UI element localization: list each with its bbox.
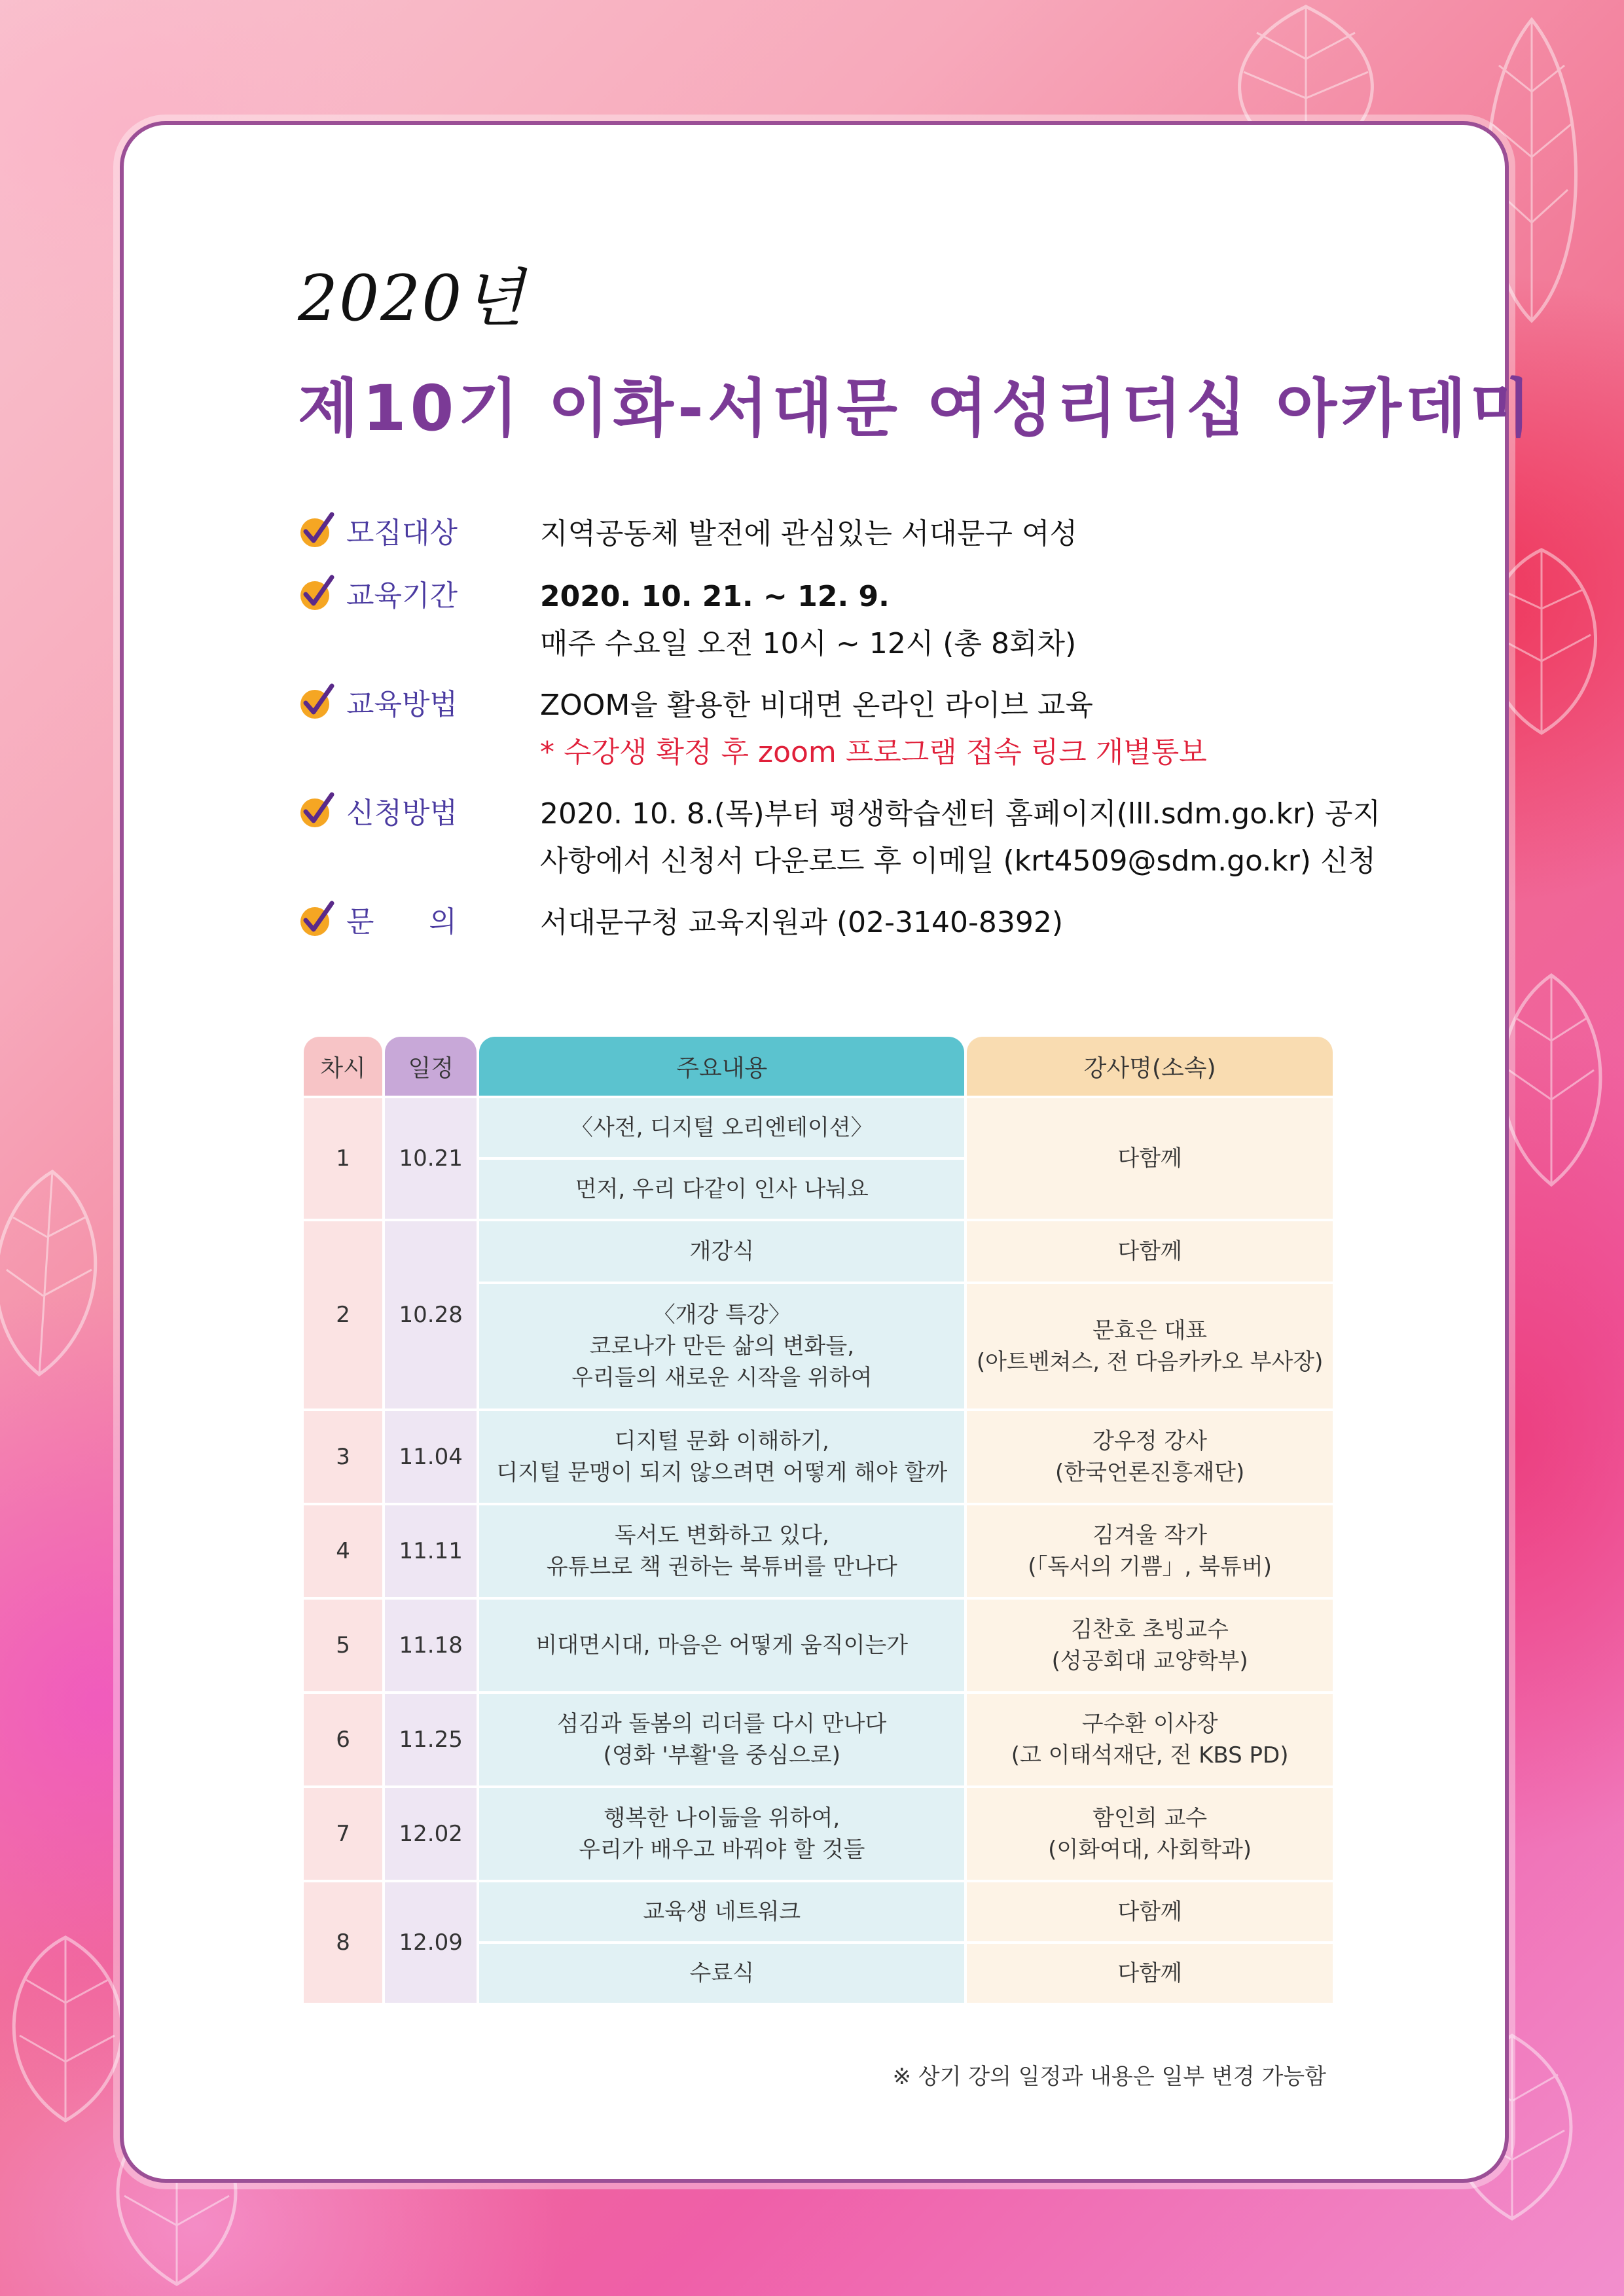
header-lecturer: 강사명(소속) xyxy=(967,1037,1333,1096)
info-value: 매주 수요일 오전 10시 ~ 12시 (총 8회차) xyxy=(540,627,1077,660)
schedule-table xyxy=(301,1034,1335,2005)
cell-content: 독서도 변화하고 있다, 유튜브로 책 권하는 북튜버를 만나다 xyxy=(479,1505,964,1597)
cell-session: 7 xyxy=(304,1788,382,1880)
cell-date: 11.25 xyxy=(385,1694,477,1785)
cell-lecturer: 다함께 xyxy=(967,1098,1333,1219)
info-value: 서대문구청 교육지원과 (02-3140-8392) xyxy=(540,906,1064,939)
checkmark-icon xyxy=(298,511,337,550)
cell-date: 10.28 xyxy=(385,1221,477,1408)
table-row xyxy=(304,1788,1333,1880)
table-row xyxy=(304,1882,1333,1941)
header-date: 일정 xyxy=(385,1037,477,1096)
cell-date: 12.02 xyxy=(385,1788,477,1880)
header-content: 주요내용 xyxy=(479,1037,964,1096)
info-label-text: 모집대상 xyxy=(346,516,458,550)
leaf-decoration-icon xyxy=(0,1165,131,1381)
cell-date: 12.09 xyxy=(385,1882,477,2003)
cell-content: 먼저, 우리 다같이 인사 나눠요 xyxy=(479,1160,964,1219)
info-row-apply xyxy=(298,791,1380,885)
info-row-period xyxy=(298,573,1076,668)
cell-date: 11.11 xyxy=(385,1505,477,1597)
cell-lecturer: 강우정 강사 (한국언론진흥재단) xyxy=(967,1411,1333,1503)
cell-session: 5 xyxy=(304,1600,382,1691)
cell-lecturer: 구수환 이사장 (고 이태석재단, 전 KBS PD) xyxy=(967,1694,1333,1785)
poster-year: 2020년 xyxy=(298,262,526,335)
info-row-contact xyxy=(298,899,1063,946)
info-row-target xyxy=(298,511,1077,558)
cell-lecturer: 다함께 xyxy=(967,1944,1333,2003)
cell-session: 8 xyxy=(304,1882,382,2003)
table-row xyxy=(304,1600,1333,1691)
cell-lecturer: 김찬호 초빙교수 (성공회대 교양학부) xyxy=(967,1600,1333,1691)
checkmark-icon xyxy=(298,573,337,613)
table-row xyxy=(304,1411,1333,1503)
info-notice: * 수강생 확정 후 zoom 프로그램 접속 링크 개별통보 xyxy=(540,736,1207,769)
checkmark-icon xyxy=(298,791,337,830)
cell-content: 〈개강 특강〉 코로나가 만든 삶의 변화들, 우리들의 새로운 시작을 위하여 xyxy=(479,1284,964,1408)
info-value: 2020. 10. 21. ~ 12. 9. xyxy=(540,580,890,613)
cell-content: 수료식 xyxy=(479,1944,964,2003)
cell-session: 3 xyxy=(304,1411,382,1503)
cell-lecturer: 다함께 xyxy=(967,1882,1333,1941)
cell-lecturer: 문효은 대표 (아트벤쳐스, 전 다음카카오 부사장) xyxy=(967,1284,1333,1408)
cell-date: 10.21 xyxy=(385,1098,477,1219)
cell-content: 디지털 문화 이해하기, 디지털 문맹이 되지 않으려면 어떻게 해야 할까 xyxy=(479,1411,964,1503)
info-value: 지역공동체 발전에 관심있는 서대문구 여성 xyxy=(540,517,1078,550)
table-row xyxy=(304,1505,1333,1597)
table-row xyxy=(304,1098,1333,1157)
cell-date: 11.18 xyxy=(385,1600,477,1691)
info-label-text: 신청방법 xyxy=(346,797,458,830)
cell-session: 2 xyxy=(304,1221,382,1408)
cell-content: 교육생 네트워크 xyxy=(479,1882,964,1941)
cell-session: 6 xyxy=(304,1694,382,1785)
footer-note: ※ 상기 강의 일정과 내용은 일부 변경 가능함 xyxy=(892,2064,1326,2090)
checkmark-icon xyxy=(298,682,337,721)
checkmark-icon xyxy=(298,899,337,939)
cell-content: 행복한 나이듦을 위하여, 우리가 배우고 바꿔야 할 것들 xyxy=(479,1788,964,1880)
cell-date: 11.04 xyxy=(385,1411,477,1503)
cell-session: 1 xyxy=(304,1098,382,1219)
info-value: ZOOM을 활용한 비대면 온라인 라이브 교육 xyxy=(540,689,1093,722)
table-header-row xyxy=(304,1037,1333,1096)
cell-content: 비대면시대, 마음은 어떻게 움직이는가 xyxy=(479,1600,964,1691)
info-label-text: 교육방법 xyxy=(346,688,458,721)
header-session: 차시 xyxy=(304,1037,382,1096)
cell-content: 〈사전, 디지털 오리엔테이션〉 xyxy=(479,1098,964,1157)
info-label-text: 교육기간 xyxy=(346,579,458,613)
info-label-text: 문 의 xyxy=(346,905,457,939)
info-value: 2020. 10. 8.(목)부터 평생학습센터 홈페이지(lll.sdm.go.kr) 공지 xyxy=(540,797,1381,831)
cell-session: 4 xyxy=(304,1505,382,1597)
info-row-method xyxy=(298,682,1207,776)
cell-lecturer: 김겨울 작가 (「독서의 기쁨」, 북튜버) xyxy=(967,1505,1333,1597)
poster-title: 제10기 이화-서대문 여성리더십 아카데미 xyxy=(298,372,1535,445)
cell-content: 개강식 xyxy=(479,1221,964,1282)
cell-lecturer: 함인희 교수 (이화여대, 사회학과) xyxy=(967,1788,1333,1880)
table-row xyxy=(304,1694,1333,1785)
cell-lecturer: 다함께 xyxy=(967,1221,1333,1282)
info-value: 사항에서 신청서 다운로드 후 이메일 (krt4509@sdm.go.kr) 신청 xyxy=(540,844,1376,878)
cell-content: 섬김과 돌봄의 리더를 다시 만나다 (영화 '부활'을 중심으로) xyxy=(479,1694,964,1785)
table-row xyxy=(304,1221,1333,1282)
